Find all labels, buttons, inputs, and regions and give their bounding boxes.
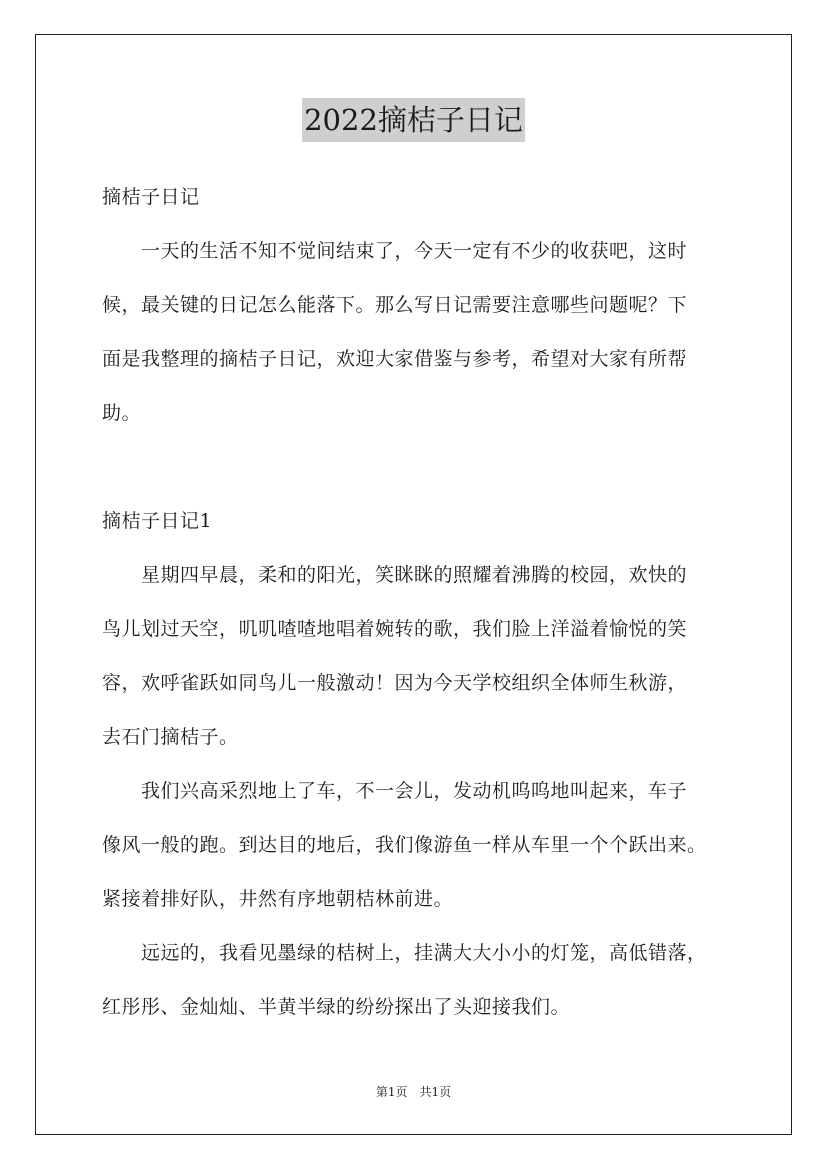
title-container — [0, 98, 827, 142]
paragraph-line: 鸟儿划过天空，叽叽喳喳地唱着婉转的歌，我们脸上洋溢着愉悦的笑 — [102, 618, 688, 640]
paragraph-line: 星期四早晨，柔和的阳光，笑眯眯的照耀着沸腾的校园，欢快的 — [102, 564, 688, 586]
blank-line — [102, 440, 742, 494]
section-heading: 摘桔子日记 — [102, 186, 200, 208]
paragraph-line: 去石门摘桔子。 — [102, 726, 239, 748]
paragraph-line: 面是我整理的摘桔子日记，欢迎大家借鉴与参考，希望对大家有所帮 — [102, 348, 688, 370]
section-heading: 摘桔子日记1 — [102, 510, 213, 532]
paragraph-line: 像风一般的跑。到达目的地后，我们像游鱼一样从车里一个个跃出来。 — [102, 834, 707, 856]
paragraph-line: 助。 — [102, 402, 142, 424]
paragraph-line: 红彤彤、金灿灿、半黄半绿的纷纷探出了头迎接我们。 — [102, 996, 571, 1018]
paragraph-line: 紧接着排好队，井然有序地朝桔林前进。 — [102, 888, 454, 910]
paragraph-line: 容，欢呼雀跃如同鸟儿一般激动！因为今天学校组织全体师生秋游， — [102, 672, 688, 694]
paragraph-line: 一天的生活不知不觉间结束了，今天一定有不少的收获吧，这时 — [102, 240, 688, 262]
document-body — [102, 170, 742, 1034]
document-title: 2022摘桔子日记 — [302, 98, 525, 142]
paragraph-line: 远远的，我看见墨绿的桔树上，挂满大大小小的灯笼，高低错落， — [102, 942, 707, 964]
paragraph-line: 候，最关键的日记怎么能落下。那么写日记需要注意哪些问题呢？下 — [102, 294, 688, 316]
page-footer: 第1页 共1页 — [375, 1085, 452, 1099]
paragraph-line: 我们兴高采烈地上了车，不一会儿，发动机呜呜地叫起来，车子 — [102, 780, 688, 802]
